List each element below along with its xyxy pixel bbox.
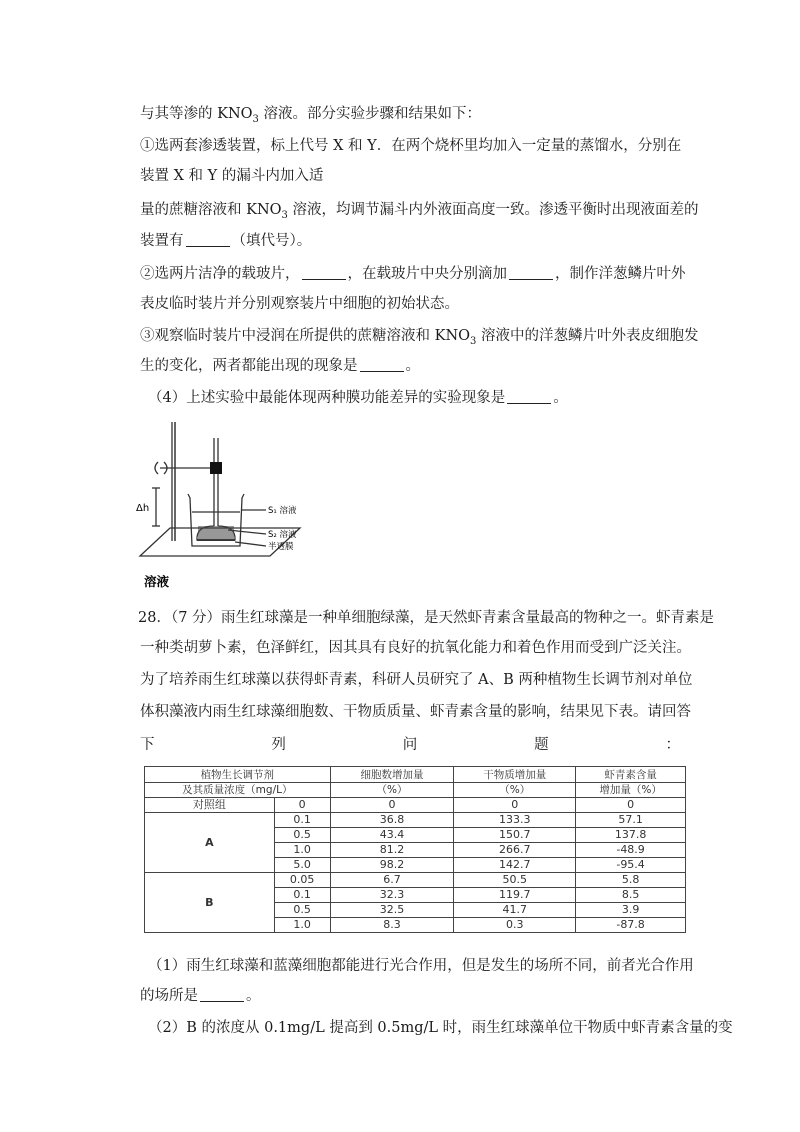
text-line: 装置 X 和 Y 的漏斗内加入适 bbox=[140, 168, 324, 184]
table-row: 对照组 0 0 0 0 bbox=[145, 798, 686, 813]
figure-caption: 溶液 bbox=[144, 574, 170, 589]
answer-blank[interactable] bbox=[360, 357, 404, 372]
text-line: ①选两套渗透装置，标上代号 X 和 Y．在两个烧杯里均加入一定量的蒸馏水，分别在 bbox=[140, 138, 682, 154]
answer-blank[interactable] bbox=[507, 389, 551, 404]
question-28-line: 28．（7 分）雨生红球藻是一种单细胞绿藻，是天然虾青素含量最高的物种之一。虾青素是 bbox=[138, 610, 715, 626]
membrane-label: 半透膜 bbox=[268, 542, 294, 552]
text-line: 装置有 （填代号）。 bbox=[140, 233, 312, 249]
answer-blank[interactable] bbox=[200, 987, 244, 1002]
table-row: 1.0 8.3 0.3 -87.8 bbox=[145, 918, 686, 933]
question-28-line: 为了培养雨生红球藻以获得虾青素，科研人员研究了 A、B 两种植物生长调节剂对单位 bbox=[140, 672, 693, 688]
text-line: 与其等渗的 $KNO_3$ 溶液。部分实验步骤和结果如下： bbox=[140, 106, 482, 125]
table-row: 0.5 43.4 150.7 137.8 bbox=[145, 828, 686, 843]
s2-label: S₂ 溶液 bbox=[268, 530, 297, 540]
osmosis-apparatus-figure bbox=[130, 418, 330, 590]
funnel-solution bbox=[198, 526, 234, 540]
table-row: 1.0 81.2 266.7 -48.9 bbox=[145, 843, 686, 858]
table-header-row: 及其质量浓度（mg/L） （%） （%） 增加量（%） bbox=[145, 783, 686, 798]
table-row: A 0.1 36.8 133.3 57.1 bbox=[145, 813, 686, 828]
s1-label: S₁ 溶液 bbox=[268, 506, 297, 516]
dh-label: Δh bbox=[136, 503, 150, 514]
answer-blank[interactable] bbox=[186, 232, 230, 247]
table-row: 0.5 32.5 41.7 3.9 bbox=[145, 903, 686, 918]
text-line: 生的变化，两者都能出现的现象是 。 bbox=[140, 358, 420, 374]
table-row: B 0.05 6.7 50.5 5.8 bbox=[145, 873, 686, 888]
answer-blank[interactable] bbox=[509, 265, 553, 280]
text-line: ②选两片洁净的载玻片， ，在载玻片中央分别滴加 ，制作洋葱鳞片叶外 bbox=[140, 266, 686, 282]
clamp-block bbox=[210, 462, 222, 474]
table-header-row: 植物生长调节剂 细胞数增加量 干物质增加量 虾青素含量 bbox=[145, 767, 686, 783]
results-table bbox=[144, 766, 686, 933]
text-line: ③观察临时装片中浸润在所提供的蔗糖溶液和 $KNO_3$ 溶液中的洋葱鳞片叶外表皮细胞发 bbox=[140, 328, 699, 347]
question-28-line: 体积藻液内雨生红球藻细胞数、干物质质量、虾青素含量的影响，结果见下表。请回答 bbox=[140, 704, 691, 720]
text-line: 表皮临时装片并分别观察装片中细胞的初始状态。 bbox=[140, 296, 459, 312]
sub-question-line: （1）雨生红球藻和蓝藻细胞都能进行光合作用，但是发生的场所不同，前者光合作用 bbox=[148, 958, 694, 974]
answer-blank[interactable] bbox=[302, 265, 346, 280]
sub-question-line: 的场所是 。 bbox=[140, 988, 261, 1004]
table-row: 5.0 98.2 142.7 -95.4 bbox=[145, 858, 686, 873]
table-row: 0.1 32.3 119.7 8.5 bbox=[145, 888, 686, 903]
text-line: （4）上述实验中最能体现两种膜功能差异的实验现象是 。 bbox=[148, 390, 568, 406]
text-line: 量的蔗糖溶液和 $KNO_3$ 溶液，均调节漏斗内外液面高度一致。渗透平衡时出现液面差的 bbox=[140, 202, 699, 221]
sub-question-line: （2）B 的浓度从 0.1mg/L 提高到 0.5mg/L 时，雨生红球藻单位干物质中虾青素含量的变 bbox=[148, 1020, 733, 1036]
question-28-line-spread: 下 列 问 题 ： bbox=[140, 737, 680, 753]
question-28-line: 一种类胡萝卜素，色泽鲜红，因其具有良好的抗氧化能力和着色作用而受到广泛关注。 bbox=[140, 640, 691, 656]
